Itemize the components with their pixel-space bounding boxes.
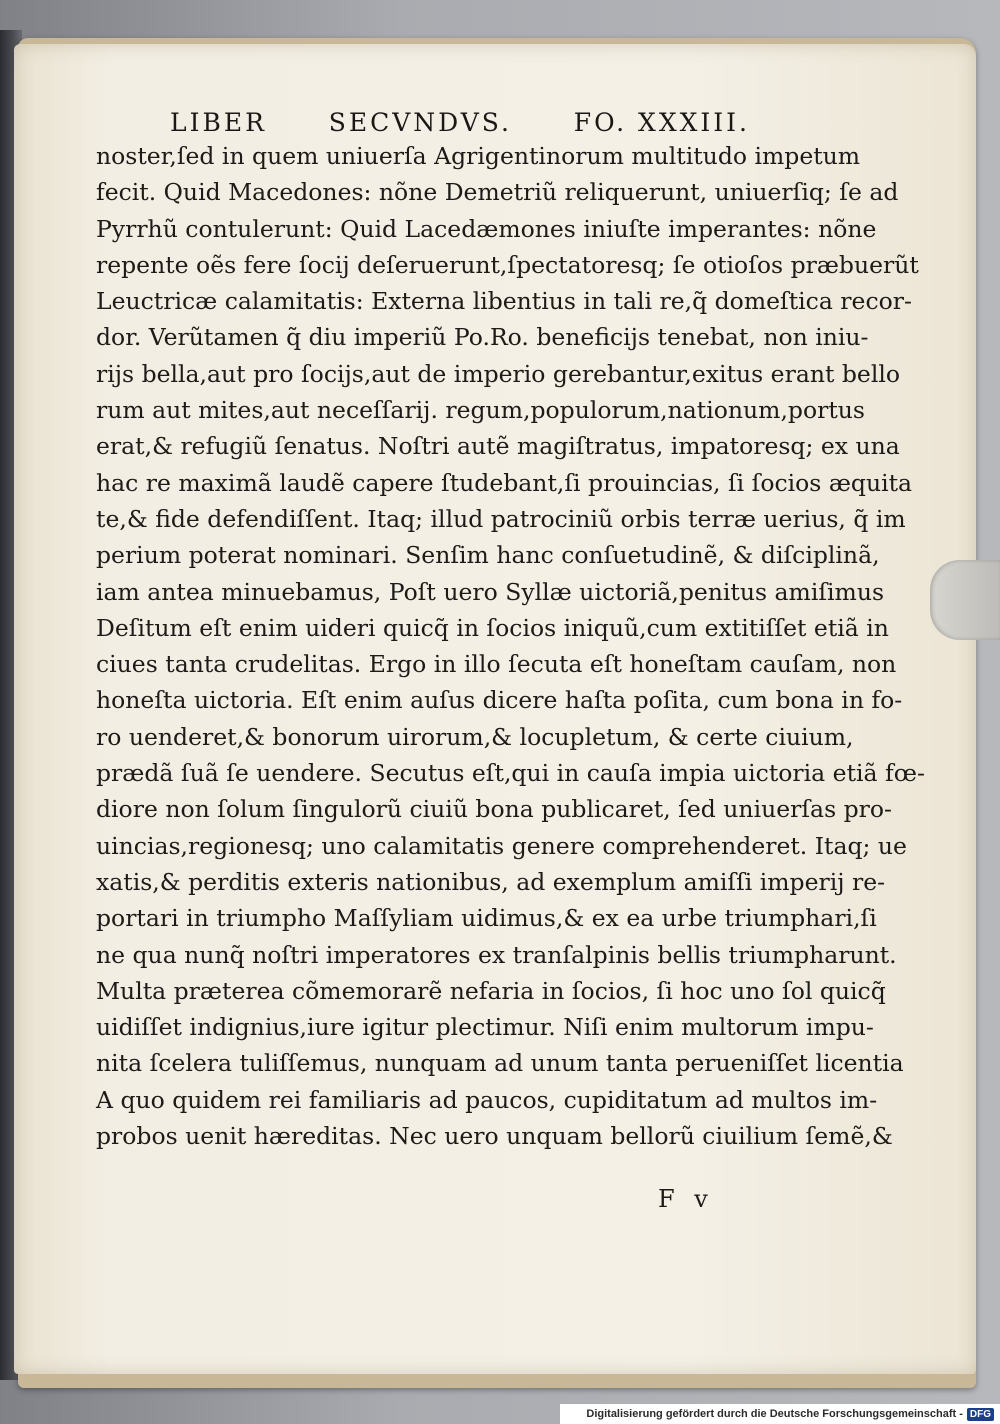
text-line: prædã ſuã ſe uendere. Secutus eſt,qui in cauſa impia uictoria etiã fœ- — [96, 759, 925, 788]
text-line: erat,& refugiũ ſenatus. Noſtri autẽ magiſtratus, impatoresq; ex una — [96, 432, 900, 461]
text-line: Multa præterea cõmemorarẽ nefaria in ſocios, ſi hoc uno ſol quicq̃ — [96, 976, 886, 1005]
text-line: portari in triumpho Maſſyliam uidimus,& ex ea urbe triumphari,ſi — [96, 904, 877, 933]
text-line: hac re maximã laudẽ capere ſtudebant,ſi prouincias, ſi ſocios æquita — [96, 468, 913, 497]
text-line: ro uenderet,& bonorum uirorum,& locupletum, & certe ciuium, — [96, 722, 854, 751]
text-line: honeſta uictoria. Eſt enim auſus dicere haſta poſita, cum bona in fo- — [96, 686, 903, 715]
text-line: perium poterat nominari. Senſim hanc conſuetudinẽ, & diſciplinã, — [96, 541, 880, 570]
page-tab-marker — [930, 560, 1000, 640]
signature-mark: F v — [658, 1185, 714, 1213]
text-line: ne qua nunq̃ noſtri imperatores ex tranſalpinis bellis triumpharunt. — [96, 940, 897, 969]
text-line: Pyrrhũ contulerunt: Quid Lacedæmones iniuſte imperantes: nõne — [96, 214, 877, 243]
digitization-footer — [560, 1404, 1000, 1424]
footer-credit: Digitalisierung gefördert durch die Deutsche Forschungsgemeinschaft - — [586, 1408, 963, 1420]
running-head-middle: SECVNDVS. — [328, 107, 512, 137]
text-line: Leuctricæ calamitatis: Externa libentius in tali re,q̃ domeſtica recor- — [96, 287, 912, 316]
folio-number: XXXIII. — [638, 107, 750, 137]
text-line: uincias,regionesq; uno calamitatis genere comprehenderet. Itaq; ue — [96, 831, 907, 860]
folio — [574, 108, 750, 137]
body-text — [96, 138, 925, 1154]
text-line: rum aut mites,aut neceſſarij. regum,populorum,nationum,portus — [96, 396, 865, 425]
text-line: rijs bella,aut pro ſocijs,aut de imperio gerebantur,exitus erant bello — [96, 359, 901, 388]
running-head-left: LIBER — [170, 107, 267, 137]
text-line: A quo quidem rei familiaris ad paucos, cupiditatum ad multos im- — [96, 1085, 878, 1114]
text-line: repente oẽs fere ſocij deſeruerunt,ſpectatoresq; ſe otioſos præbuerũt — [96, 250, 919, 279]
text-line: xatis,& perditis exteris nationibus, ad exemplum amiſſi imperij re- — [96, 867, 886, 896]
text-line: diore non ſolum ſingulorũ ciuiũ bona publicaret, ſed uniuerſas pro- — [96, 795, 892, 824]
text-line: noster,ſed in quem uniuerſa Agrigentinorum multitudo impetum — [96, 142, 861, 170]
text-line: ciues tanta crudelitas. Ergo in illo ſecuta eſt honeſtam cauſam, non — [96, 650, 897, 679]
text-line: uidiſſet indignius,iure igitur plectimur. Niſi enim multorum impu- — [96, 1013, 874, 1042]
folio-label: FO. — [573, 107, 628, 137]
running-head — [170, 105, 750, 139]
text-line: nita ſcelera tuliſſemus, nunquam ad unum tanta perueniſſet licentia — [96, 1049, 904, 1078]
dfg-logo: DFG — [967, 1408, 994, 1421]
text-line: iam antea minuebamus, Poſt uero Syllæ uictoriã,penitus amiſimus — [96, 577, 885, 606]
text-line: Deſitum eſt enim uideri quicq̃ in ſocios iniquũ,cum extitiſſet etiã in — [96, 613, 889, 642]
text-line: te,& fide defendiſſent. Itaq; illud patrociniũ orbis terræ uerius, q̃ im — [96, 504, 906, 533]
text-line: fecit. Quid Macedones: nõne Demetriũ reliquerunt, uniuerſiq; ſe ad — [96, 178, 899, 207]
text-line: probos uenit hæreditas. Nec uero unquam bellorũ ciuilium ſemẽ,& — [96, 1122, 893, 1151]
text-line: dor. Verũtamen q̃ diu imperiũ Po.Ro. beneficijs tenebat, non iniu- — [96, 323, 869, 352]
